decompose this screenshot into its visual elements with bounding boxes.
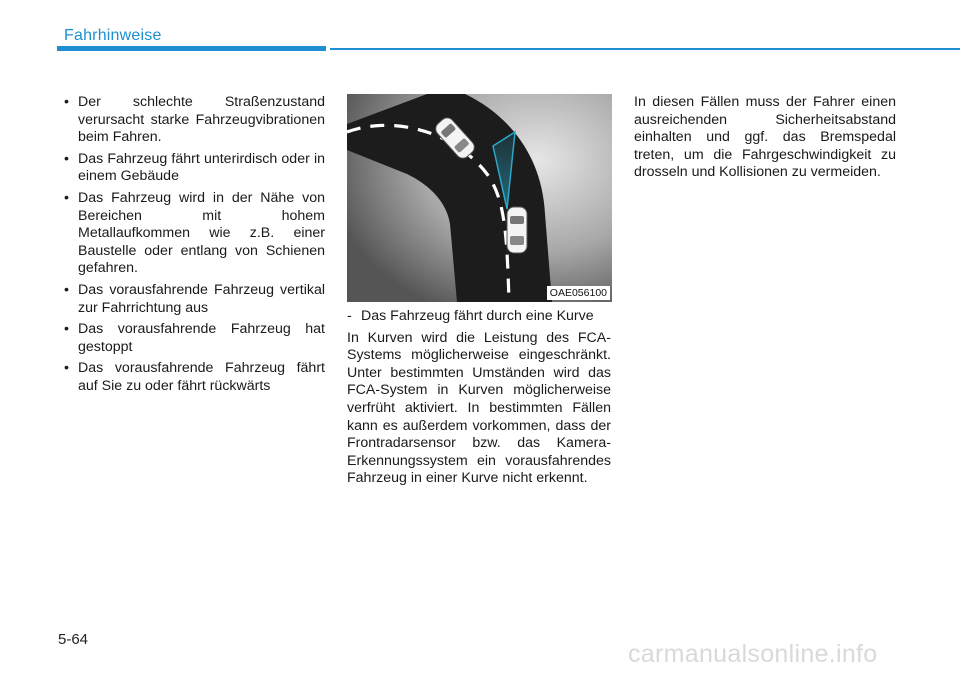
list-item: • Das Fahrzeug wird in der Nähe von Bereichen mit hohem Metallaufkommen wie z.B. einer Baustelle oder entlang von Schienen gefahren.: [64, 190, 325, 278]
curve-road-radar-illustration: [347, 94, 612, 302]
curve-road-figure: [347, 94, 612, 302]
section-title: Fahrhinweise: [64, 27, 162, 44]
column-middle: [347, 308, 611, 488]
page-number: 5-64: [58, 631, 89, 648]
dash-item-text: Das Fahrzeug fährt durch eine Kurve: [361, 308, 594, 324]
condition-list: [64, 94, 325, 396]
list-item: • Das vorausfahrende Fahrzeug hat gestoppt: [64, 321, 325, 356]
column-left: [64, 94, 325, 400]
list-item: • Das vorausfahrende Fahrzeug fährt auf Sie zu oder fährt rückwärts: [64, 360, 325, 395]
watermark: carmanualsonline.info: [628, 640, 878, 668]
column-right: [634, 94, 896, 182]
curve-paragraph: In Kurven wird die Leistung des FCA-Systems möglicherweise eingeschränkt. Unter bestimmten Umständen wird das FCA-System in Kurven möglicherweise verfrüht aktiviert. In bestimmten Fällen kann es außerdem vorkommen, dass der Frontradarsensor bzw. das Kamera-Erkennungssystem ein vorausfahrendes Fahrzeug in einer Kurve nicht erkennt.: [347, 329, 611, 487]
dash-marker: -: [347, 308, 352, 324]
header-rule-thick: [57, 46, 326, 51]
list-item: • Der schlechte Straßenzustand verursacht starke Fahrzeugvibrationen beim Fahren.: [64, 94, 325, 147]
dash-item: [347, 308, 611, 326]
own-vehicle: [507, 207, 527, 253]
advice-paragraph: In diesen Fällen muss der Fahrer einen ausreichenden Sicherheitsabstand einhalten und ggf. das Bremspedal treten, um die Fahrgeschwindigkeit zu drosseln und Kollisionen zu vermeiden.: [634, 94, 896, 181]
figure-code: OAE056100: [547, 286, 610, 300]
header-rule-thin: [330, 48, 960, 50]
list-item: • Das vorausfahrende Fahrzeug vertikal zur Fahrrichtung aus: [64, 282, 325, 317]
list-item: • Das Fahrzeug fährt unterirdisch oder in einem Gebäude: [64, 151, 325, 186]
